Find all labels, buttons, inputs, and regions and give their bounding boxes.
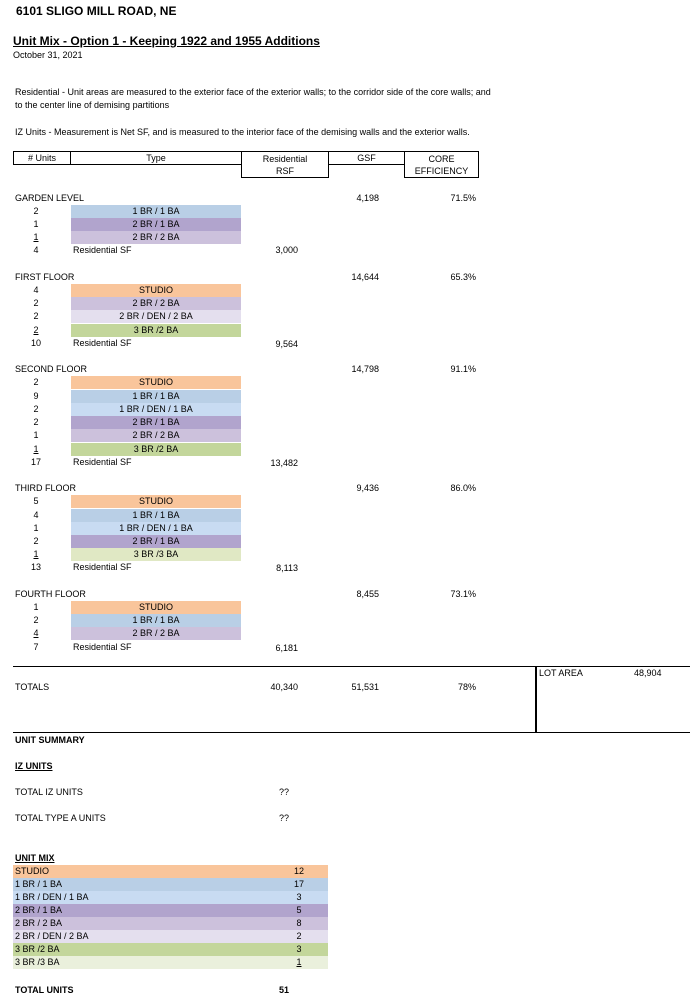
unit-mix-row bbox=[13, 865, 328, 878]
unit-mix-name: 1 BR / DEN / 1 BA bbox=[15, 892, 89, 902]
unit-type: 1 BR / DEN / 1 BA bbox=[71, 403, 241, 416]
unit-count: 1 bbox=[33, 444, 39, 454]
unit-type: 2 BR / 1 BA bbox=[71, 535, 241, 548]
unit-mix-value: 12 bbox=[293, 866, 304, 876]
totals-label: TOTALS bbox=[15, 682, 50, 692]
unit-type: 1 BR / DEN / 1 BA bbox=[71, 522, 241, 535]
total-type-a-value: ?? bbox=[279, 813, 290, 823]
unit-mix-value: 17 bbox=[293, 879, 304, 889]
total-iz-label: TOTAL IZ UNITS bbox=[15, 787, 83, 797]
document-date: October 31, 2021 bbox=[13, 50, 83, 60]
floor-efficiency: 71.5% bbox=[450, 193, 476, 203]
unit-count: 2 bbox=[33, 536, 39, 546]
unit-count: 4 bbox=[33, 510, 39, 520]
unit-count: 2 bbox=[33, 615, 39, 625]
unit-count: 1 bbox=[33, 602, 39, 612]
totals-top-rule bbox=[13, 666, 690, 667]
floor-gsf: 4,198 bbox=[356, 193, 379, 203]
unit-count: 2 bbox=[33, 417, 39, 427]
unit-count: 1 bbox=[33, 430, 39, 440]
unit-type: 1 BR / 1 BA bbox=[71, 509, 241, 522]
floor-efficiency: 86.0% bbox=[450, 483, 476, 493]
unit-type: STUDIO bbox=[71, 601, 241, 614]
lot-area-label: LOT AREA bbox=[539, 668, 583, 678]
unit-mix-row bbox=[13, 917, 328, 930]
unit-count: 4 bbox=[33, 628, 39, 638]
floor-gsf: 9,436 bbox=[356, 483, 379, 493]
unit-mix-name: 3 BR /2 BA bbox=[15, 944, 60, 954]
floor-name: SECOND FLOOR bbox=[15, 364, 88, 374]
unit-mix-name: 2 BR / DEN / 2 BA bbox=[15, 931, 89, 941]
floor-efficiency: 91.1% bbox=[450, 364, 476, 374]
unit-type: 2 BR / DEN / 2 BA bbox=[71, 310, 241, 323]
floor-gsf: 8,455 bbox=[356, 589, 379, 599]
total-iz-value: ?? bbox=[279, 787, 290, 797]
unit-count: 5 bbox=[33, 496, 39, 506]
unit-mix-row bbox=[13, 878, 328, 891]
floor-rsf: 8,113 bbox=[276, 563, 298, 573]
total-type-a-label: TOTAL TYPE A UNITS bbox=[15, 813, 106, 823]
lot-area-value: 48,904 bbox=[634, 668, 662, 678]
unit-count: 1 bbox=[33, 232, 39, 242]
floor-efficiency: 65.3% bbox=[450, 272, 476, 282]
floor-total-count: 4 bbox=[33, 245, 39, 255]
floor-total-label: Residential SF bbox=[73, 245, 132, 255]
unit-mix-heading: UNIT MIX bbox=[15, 853, 55, 863]
unit-type: 2 BR / 1 BA bbox=[71, 416, 241, 429]
unit-count: 2 bbox=[33, 298, 39, 308]
floor-total-count: 10 bbox=[30, 338, 41, 348]
unit-count: 2 bbox=[33, 311, 39, 321]
iz-note: IZ Units - Measurement is Net SF, and is measured to the interior face of the demising walls and the exterior walls. bbox=[15, 127, 470, 137]
unit-type: 1 BR / 1 BA bbox=[71, 390, 241, 403]
unit-mix-value: 3 bbox=[296, 892, 302, 902]
unit-mix-name: 3 BR /3 BA bbox=[15, 957, 60, 967]
floor-rsf: 13,482 bbox=[270, 458, 298, 468]
unit-count: 2 bbox=[33, 325, 39, 335]
unit-type: 2 BR / 2 BA bbox=[71, 429, 241, 442]
floor-total-count: 7 bbox=[33, 642, 39, 652]
totals-bottom-rule bbox=[13, 732, 690, 733]
unit-mix-value: 3 bbox=[296, 944, 302, 954]
floor-gsf: 14,798 bbox=[351, 364, 379, 374]
residential-note-line1: Residential - Unit areas are measured to the exterior face of the exterior walls; to the corridor side of the core walls; and bbox=[15, 87, 491, 97]
property-address: 6101 SLIGO MILL ROAD, NE bbox=[16, 4, 177, 18]
floor-rsf: 9,564 bbox=[275, 339, 298, 349]
document-subtitle: Unit Mix - Option 1 - Keeping 1922 and 1955 Additions bbox=[13, 34, 320, 48]
iz-units-heading: IZ UNITS bbox=[15, 761, 53, 771]
unit-type: 1 BR / 1 BA bbox=[71, 614, 241, 627]
unit-count: 9 bbox=[33, 391, 39, 401]
floor-total-label: Residential SF bbox=[73, 457, 132, 467]
unit-type: 2 BR / 2 BA bbox=[71, 231, 241, 244]
unit-type: 3 BR /2 BA bbox=[71, 443, 241, 456]
unit-type: 2 BR / 2 BA bbox=[71, 297, 241, 310]
header-eff-line2: EFFICIENCY bbox=[414, 166, 469, 176]
unit-count: 2 bbox=[33, 404, 39, 414]
total-units-value: 51 bbox=[279, 985, 290, 995]
floor-name: FOURTH FLOOR bbox=[15, 589, 86, 599]
floor-name: THIRD FLOOR bbox=[15, 483, 77, 493]
unit-type: 1 BR / 1 BA bbox=[71, 205, 241, 218]
floor-total-label: Residential SF bbox=[73, 338, 132, 348]
floor-gsf: 14,644 bbox=[351, 272, 379, 282]
unit-count: 4 bbox=[33, 285, 39, 295]
floor-total-label: Residential SF bbox=[73, 562, 132, 572]
floor-rsf: 3,000 bbox=[275, 245, 298, 255]
unit-type: 2 BR / 2 BA bbox=[71, 627, 241, 640]
floor-efficiency: 73.1% bbox=[450, 589, 476, 599]
unit-type: 3 BR /2 BA bbox=[71, 324, 241, 337]
floor-total-count: 13 bbox=[30, 562, 41, 572]
header-type: Type bbox=[70, 151, 242, 165]
unit-count: 2 bbox=[33, 206, 39, 216]
unit-mix-row bbox=[13, 943, 328, 956]
header-eff-line1: CORE bbox=[428, 154, 455, 164]
unit-type: 2 BR / 1 BA bbox=[71, 218, 241, 231]
unit-mix-value: 5 bbox=[296, 905, 302, 915]
floor-name: GARDEN LEVEL bbox=[15, 193, 85, 203]
header-rsf-line2: RSF bbox=[276, 166, 294, 176]
floor-total-label: Residential SF bbox=[73, 642, 132, 652]
unit-count: 1 bbox=[33, 523, 39, 533]
totals-gsf: 51,531 bbox=[351, 682, 379, 692]
unit-count: 1 bbox=[33, 219, 39, 229]
header-efficiency bbox=[404, 151, 479, 178]
header-units: # Units bbox=[13, 151, 71, 165]
unit-type: 3 BR /3 BA bbox=[71, 548, 241, 561]
unit-summary-heading: UNIT SUMMARY bbox=[15, 735, 85, 745]
header-gsf: GSF bbox=[328, 151, 405, 165]
unit-mix-row bbox=[13, 891, 328, 904]
unit-mix-value: 1 bbox=[296, 957, 302, 967]
lot-area-divider bbox=[535, 666, 537, 733]
unit-mix-name: 1 BR / 1 BA bbox=[15, 879, 63, 889]
header-rsf-line1: Residential bbox=[262, 154, 308, 164]
header-rsf bbox=[241, 151, 329, 178]
unit-mix-row bbox=[13, 930, 328, 943]
unit-count: 2 bbox=[33, 377, 39, 387]
totals-efficiency: 78% bbox=[457, 682, 476, 692]
unit-mix-name: 2 BR / 1 BA bbox=[15, 905, 63, 915]
unit-type: STUDIO bbox=[71, 284, 241, 297]
unit-mix-row bbox=[13, 904, 328, 917]
total-units-label: TOTAL UNITS bbox=[15, 985, 74, 995]
unit-mix-value: 8 bbox=[296, 918, 302, 928]
unit-type: STUDIO bbox=[71, 376, 241, 389]
residential-note-line2: to the center line of demising partitions bbox=[15, 100, 170, 110]
floor-rsf: 6,181 bbox=[275, 643, 298, 653]
floor-name: FIRST FLOOR bbox=[15, 272, 75, 282]
unit-mix-name: STUDIO bbox=[15, 866, 50, 876]
unit-mix-name: 2 BR / 2 BA bbox=[15, 918, 63, 928]
unit-type: STUDIO bbox=[71, 495, 241, 508]
unit-mix-row bbox=[13, 956, 328, 969]
floor-total-count: 17 bbox=[30, 457, 41, 467]
unit-count: 1 bbox=[33, 549, 39, 559]
unit-mix-value: 2 bbox=[296, 931, 302, 941]
totals-rsf: 40,340 bbox=[270, 682, 298, 692]
